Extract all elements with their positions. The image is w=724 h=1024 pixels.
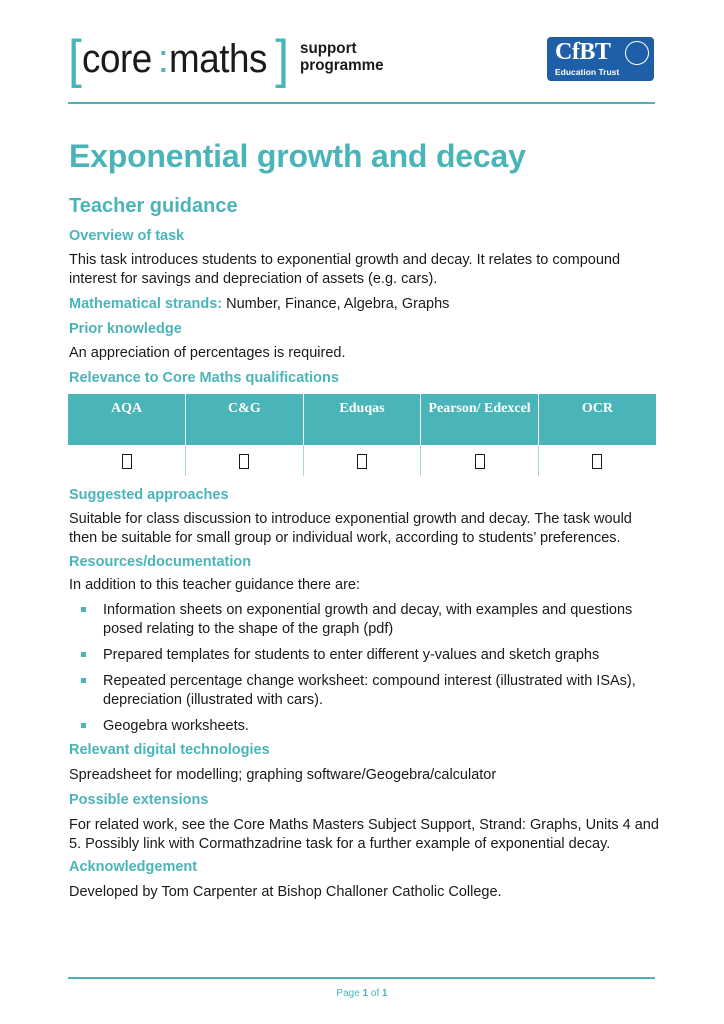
digital-heading: Relevant digital technologies — [69, 742, 270, 758]
col-eduqas: Eduqas — [303, 394, 421, 445]
cfbt-logo-main: CfBT — [555, 39, 611, 65]
approaches-heading: Suggested approaches — [69, 487, 229, 503]
strands-text: Number, Finance, Algebra, Graphs — [222, 296, 450, 312]
bullet-icon — [81, 652, 86, 657]
check-box-icon — [592, 454, 602, 469]
resources-list — [69, 601, 659, 743]
digital-text: Spreadsheet for modelling; graphing software/Geogebra/calculator — [69, 767, 497, 783]
acknowledgement-heading: Acknowledgement — [69, 859, 198, 875]
col-cg: C&G — [186, 394, 304, 445]
bullet-icon — [81, 678, 86, 683]
core-maths-logo: [ core : maths ] — [68, 29, 290, 89]
cfbt-logo-sub: Education Trust — [555, 67, 620, 77]
resources-intro: In addition to this teacher guidance there are: — [69, 577, 360, 593]
footer-divider — [68, 977, 655, 979]
list-item: Repeated percentage change worksheet: compound interest (illustrated with ISAs), depreciation (illustrated with cars). — [69, 672, 659, 710]
prior-text: An appreciation of percentages is required. — [69, 345, 346, 361]
table-header-row — [68, 394, 656, 445]
logo-support-text: support programme — [300, 40, 384, 74]
col-aqa: AQA — [68, 394, 186, 445]
globe-icon — [625, 41, 649, 65]
bullet-icon — [81, 723, 86, 728]
resources-heading: Resources/documentation — [69, 554, 252, 570]
check-box-icon — [357, 454, 367, 469]
extensions-text: For related work, see the Core Maths Masters Subject Support, Strand: Graphs, Units 4 and 5. Possibly link with Cormathzadrine task for a further example of exponential decay. — [69, 817, 659, 852]
qualifications-table — [68, 394, 656, 476]
overview-heading: Overview of task — [69, 228, 185, 244]
check-box-icon — [122, 454, 132, 469]
list-item: Geogebra worksheets. — [69, 717, 659, 736]
page-footer: Page 1 of 1 — [336, 988, 388, 999]
col-ocr: OCR — [538, 394, 656, 445]
cfbt-logo — [547, 37, 654, 81]
page-subtitle: Teacher guidance — [69, 195, 238, 217]
relevance-heading: Relevance to Core Maths qualifications — [69, 370, 339, 386]
strands-heading: Mathematical strands: — [69, 296, 223, 312]
table-row — [68, 445, 656, 476]
acknowledgement-text: Developed by Tom Carpenter at Bishop Challoner Catholic College. — [69, 884, 502, 900]
approaches-text: Suitable for class discussion to introduce exponential growth and decay. The task would then be suitable for small group or individual work, according to students’ preferences. — [69, 511, 632, 546]
logo-maths-word: maths — [168, 37, 267, 81]
check-box-icon — [475, 454, 485, 469]
page-number: 1 — [362, 988, 369, 999]
page-total: 1 — [382, 988, 388, 999]
logo-core-word: core — [81, 37, 152, 81]
overview-text: This task introduces students to exponential growth and decay. It relates to compound interest for savings and depreciation of assets (e.g. cars). — [69, 252, 621, 287]
extensions-heading: Possible extensions — [69, 792, 209, 808]
col-pearson: Pearson/ Edexcel — [421, 394, 539, 445]
list-item: Information sheets on exponential growth and decay, with examples and questions posed relating to the shape of the graph (pdf) — [69, 601, 659, 639]
prior-heading: Prior knowledge — [69, 321, 182, 337]
list-item: Prepared templates for students to enter different y-values and sketch graphs — [69, 646, 659, 665]
bullet-icon — [81, 607, 86, 612]
header-divider — [68, 102, 655, 104]
page-title: Exponential growth and decay — [69, 138, 526, 174]
strands-line — [69, 295, 659, 314]
check-box-icon — [239, 454, 249, 469]
